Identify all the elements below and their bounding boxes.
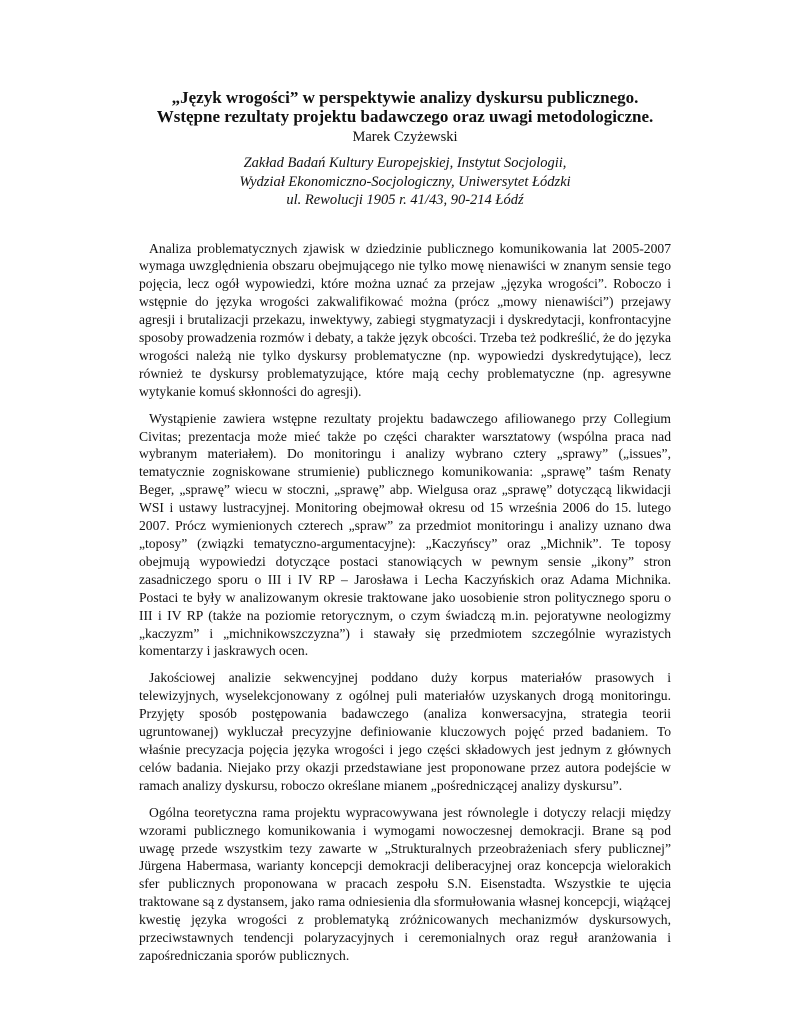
affiliation-line-1: Zakład Badań Kultury Europejskiej, Instytut Socjologii, — [243, 155, 567, 171]
author-name: Marek Czyżewski — [352, 129, 458, 145]
paper-title — [139, 88, 671, 126]
affiliation-line-2: Wydział Ekonomiczno-Socjologiczny, Uniwersytet Łódzki — [239, 173, 571, 190]
title-line-1: „Język wrogości” w perspektywie analizy dyskursu publicznego. — [171, 88, 639, 107]
affiliation-line-3: ul. Rewolucji 1905 r. 41/43, 90-214 Łódź — [286, 192, 524, 208]
paper-page — [139, 88, 671, 974]
paper-header — [139, 88, 671, 210]
body-paragraph-1: Analiza problematycznych zjawisk w dziedzinie publicznego komunikowania lat 2005-2007 wymaga uwzględnienia obszaru obejmującego nie tylko mowę nienawiści w znanym sensie tego pojęcia, lecz ogół wypowiedzi, które można uznać za przejaw „języka wrogości”. Roboczo i wstępnie do języka wrogości zakwalifikować można (prócz „mowy nienawiści”) przejawy agresji i brutalizacji przekazu, inwektywy, zabiegi stygmatyzacji i dyskredytacji, konfrontacyjne sposoby prowadzenia rozmów i debaty, a także język obcości. Trzeba też podkreślić, że do języka wrogości należą nie tylko dyskursy problematyczne (np. wypowiedzi dyskredytujące), lecz również te dyskursy problematyzujące, które mają cechy problematyczne (np. agresywne wytykanie komuś skłonności do agresji). — [139, 240, 671, 399]
author-affiliation — [139, 154, 671, 210]
body-paragraph-2: Wystąpienie zawiera wstępne rezultaty projektu badawczego afiliowanego przy Collegium Civitas; prezentacja może mieć także po części charakter warsztatowy (wspólna praca nad wybranym materiałem). Do monitoringu i analizy wybrano cztery „sprawy” („issues”, tematycznie zogniskowane strumienie) publicznego komunikowania: „sprawę” taśm Renaty Beger, „sprawę” wiecu w stoczni, „sprawę” abp. Wielgusa oraz „sprawę” dotyczącą likwidacji WSI i ustawy lustracyjnej. Monitoring obejmował okresu od 15 września 2006 do 15. lutego 2007. Prócz wymienionych czterech „spraw” za przedmiot monitoringu i analizy uznano dwa „toposy” (związki tematyczno-argumentacyjne): „Kaczyńscy” oraz „Michnik”. Te toposy obejmują wypowiedzi dotyczące postaci stanowiących w pewnym sensie „ikony” stron zasadniczego sporu o III i IV RP – Jarosława i Lecha Kaczyńskich oraz Adama Michnika. Postaci te były w analizowanym okresie traktowane jako uosobienie stron politycznego sporu o III i IV RP (także na poziomie retorycznym, o czym świadczą m.in. pejoratywne neologizmy „kaczyzm” i „michnikowszczyzna”) i stawały się przedmiotem szczególnie wyrazistych komentarzy i jaskrawych ocen. — [139, 410, 671, 659]
paper-body — [139, 240, 671, 965]
title-line-2: Wstępne rezultaty projektu badawczego oraz uwagi metodologiczne. — [156, 107, 654, 126]
body-paragraph-3: Jakościowej analizie sekwencyjnej poddano duży korpus materiałów prasowych i telewizyjnych, wyselekcjonowany z ogólnej puli materiałów uzyskanych drogą monitoringu. Przyjęty sposób postępowania badawczego (analiza konwersacyjna, strategia teorii ugruntowanej) wykluczał precyzyjne definiowanie kluczowych pojęć przed badaniem. To właśnie precyzacja pojęcia języka wrogości i jego części składowych jest jednym z głównych celów badania. Niejako przy okazji przedstawiane jest proponowane przez autora podejście w ramach analizy dyskursu, roboczo określane mianem „pośredniczącej analizy dyskursu”. — [139, 670, 671, 793]
body-paragraph-4: Ogólna teoretyczna rama projektu wypracowywana jest równolegle i dotyczy relacji między wzorami publicznego komunikowania i wymogami nowoczesnej demokracji. Brane są pod uwagę przede wszystkim tezy zawarte w „Strukturalnych przeobrażeniach sfery publicznej” Jürgena Habermasa, warianty koncepcji demokracji deliberacyjnej oraz koncepcja wielorakich sfer publicznych proponowana w pracach zespołu S.N. Eisenstadta. Wszystkie te ujęcia traktowane są z dystansem, jako rama odniesienia dla sformułowania własnej koncepcji, wiążącej kwestię języka wrogości z problematyką zróżnicowanych mechanizmów dyskursowych, przeciwstawnych tendencji polaryzacyjnych i ceremonialnych oraz reguł aranżowania i zapośredniczania sporów publicznych. — [139, 804, 671, 963]
